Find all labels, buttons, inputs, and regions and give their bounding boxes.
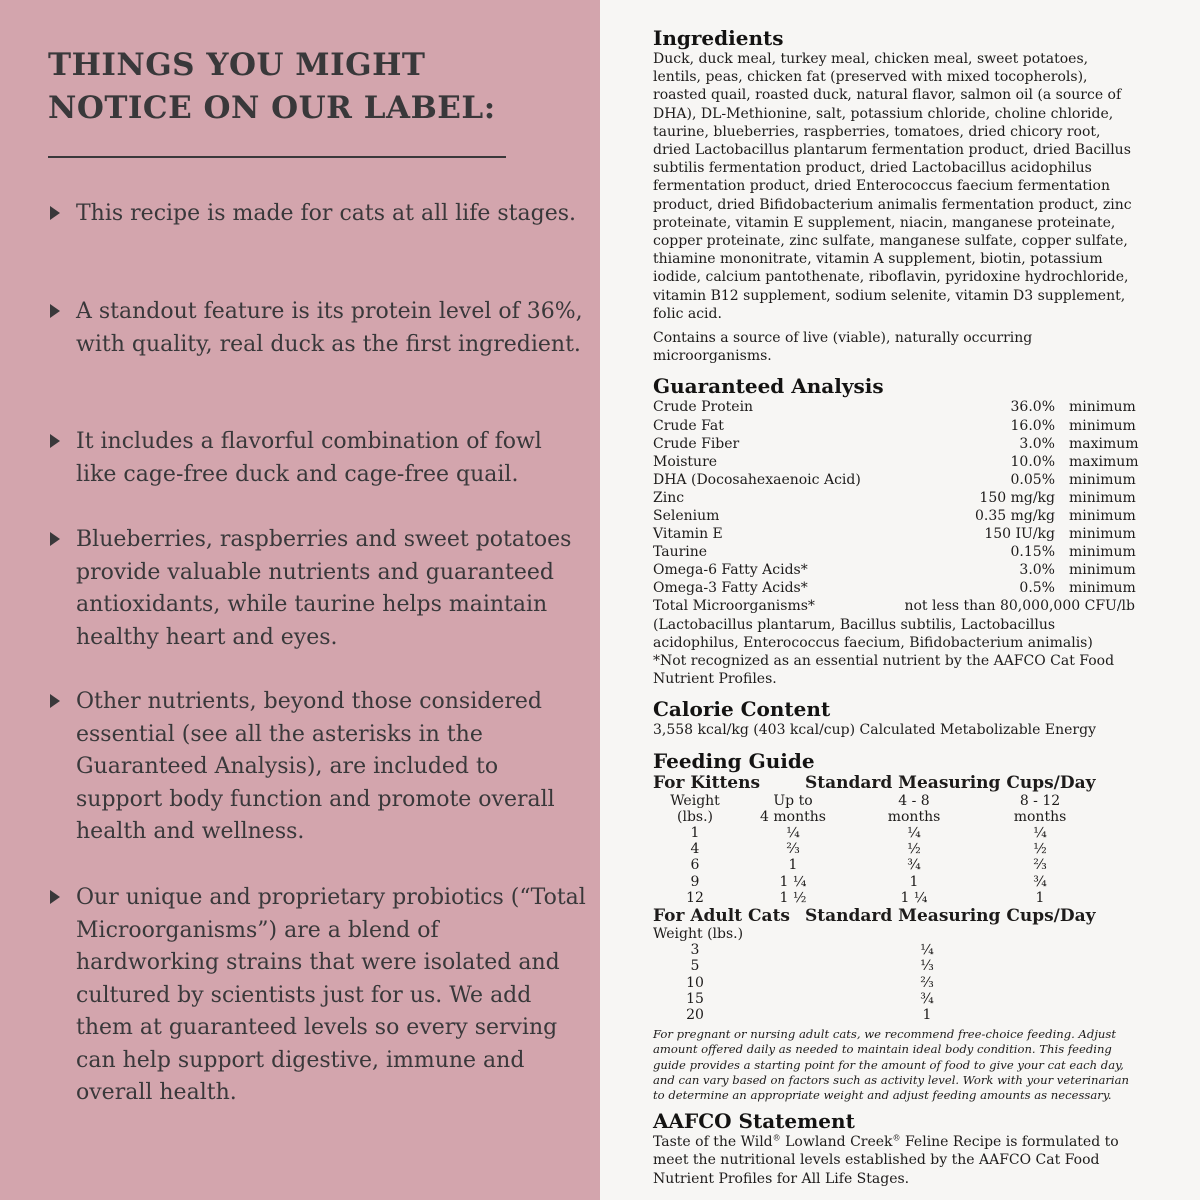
headline-line: NOTICE ON OUR LABEL: <box>48 90 496 126</box>
weight-cell: 15 <box>686 990 704 1007</box>
col-header: Weight <box>670 792 720 809</box>
nutrient-qualifier: minimum <box>1069 471 1136 488</box>
kittens-header <box>653 773 1135 793</box>
col-header: Up to <box>773 792 813 809</box>
feature-bullet <box>48 524 586 654</box>
nutrient-qualifier: minimum <box>1069 580 1136 597</box>
feature-text: This recipe is made for cats at all life stages. <box>76 201 576 226</box>
cups-cell: ⅔ <box>786 841 800 858</box>
feature-text: Other nutrients, beyond those considered essential (see all the asterisks in the Guaranteed Analysis), are included to support body function and promote overall health and wellness. <box>76 689 555 844</box>
triangle-bullet-icon <box>50 434 60 448</box>
cups-cell: 1 ¼ <box>779 873 807 890</box>
feeding-fine-print: For pregnant or nursing adult cats, we recommend free-choice feeding. Adjust amount offered daily as needed to maintain ideal body condition. This feeding guide provides a starting point for the amount of food to give your cat each day, and can vary based on factors such as activity level. Work with your veterinarian to determine an appropriate weight and adjust feeding amounts as necessary. <box>653 1027 1129 1103</box>
feature-text: It includes a flavorful combination of fowl like cage-free duck and cage-free quail. <box>76 429 542 487</box>
panel-headline <box>48 44 568 130</box>
nutrient-value: 0.15% <box>1010 544 1055 561</box>
weight-cell: 12 <box>686 889 704 906</box>
feature-text: Our unique and proprietary probiotics (“Total Microorganisms”) are a blend of hardworking strains that were isolated and cultured by scientists just for us. We add them at guaranteed levels so every serving can help support digestive, immune and overall health. <box>76 885 586 1105</box>
kitten-column-header <box>653 793 1135 809</box>
analysis-row <box>653 453 1139 471</box>
ingredients-text: Duck, duck meal, turkey meal, chicken meal, sweet potatoes, lentils, peas, chicken fat (preserved with mixed tocopherols), roasted quail, roasted duck, natural flavor, salmon oil (a source of DHA), DL-Methionine, salt, potassium chloride, choline chloride, taurine, blueberries, raspberries, tomatoes, dried chicory root, dried Lactobacillus plantarum fermentation product, dried Bacillus subtilis fermentation product, dried Lactobacillus acidophilus fermentation product, dried Enterococcus faecium fermentation product, dried Bifidobacterium animalis fermentation product, zinc proteinate, vitamin E supplement, niacin, manganese proteinate, copper proteinate, zinc sulfate, manganese sulfate, copper sulfate, thiamine mononitrate, vitamin A supplement, biotin, potassium iodide, calcium pantothenate, riboflavin, pyridoxine hydrochloride, vitamin B12 supplement, sodium selenite, vitamin D3 supplement, folic acid. <box>653 51 1132 322</box>
cups-cell: ¾ <box>907 857 921 874</box>
nutrient-name: Taurine <box>653 544 708 561</box>
feature-bullet <box>48 198 586 231</box>
kitten-rows <box>653 825 1135 906</box>
feature-bullet <box>48 882 586 1110</box>
nutrient-value: 16.0% <box>1010 417 1055 434</box>
nutrient-name: Crude Protein <box>653 399 754 416</box>
calorie-text: 3,558 kcal/kg (403 kcal/cup) Calculated Metabolizable Energy <box>653 722 1096 739</box>
cups-cell: ⅔ <box>920 974 934 991</box>
cups-cell: 1 <box>922 1007 932 1024</box>
col-header: (lbs.) <box>677 808 713 825</box>
col-header: months <box>1013 808 1067 825</box>
nutrient-name: DHA (Docosahexaenoic Acid) <box>653 471 861 488</box>
nutrient-name: Zinc <box>653 489 685 506</box>
analysis-heading: Guaranteed Analysis <box>653 374 884 399</box>
adult-row <box>653 1007 1135 1023</box>
cups-cell: ⅔ <box>1033 857 1047 874</box>
col-header: 4 months <box>760 808 826 825</box>
nutrient-value: not less than 80,000,000 CFU/lb <box>904 598 1135 615</box>
nutrient-qualifier: maximum <box>1069 453 1139 470</box>
microorganism-strains: (Lactobacillus plantarum, Bacillus subtilis, Lactobacillus acidophilus, Enterococcus faecium, Bifidobacterium animalis) <box>653 616 1093 651</box>
aafco-text <box>653 1133 1135 1188</box>
kitten-row <box>653 874 1135 890</box>
cups-cell: 1 <box>1035 889 1045 906</box>
nutrient-value: 36.0% <box>1010 399 1055 416</box>
weight-cell: 5 <box>690 958 700 975</box>
cups-cell: ½ <box>1033 841 1047 858</box>
brand-name: Taste of the Wild <box>653 1134 773 1151</box>
kitten-row <box>653 841 1135 857</box>
weight-cell: 4 <box>690 841 700 858</box>
registered-mark: ® <box>772 1133 781 1143</box>
nutrient-name: Moisture <box>653 453 718 470</box>
nutrient-value: 0.5% <box>1019 580 1055 597</box>
cups-cell: ¾ <box>920 990 934 1007</box>
nutrient-value: 150 mg/kg <box>979 489 1055 506</box>
weight-cell: 9 <box>690 873 700 890</box>
cups-cell: 1 ½ <box>779 889 807 906</box>
cups-cell: ¼ <box>920 942 934 959</box>
analysis-row <box>653 579 1135 597</box>
kitten-row <box>653 857 1135 873</box>
weight-cell: 10 <box>686 974 704 991</box>
analysis-row <box>653 597 1135 615</box>
weight-cell: 20 <box>686 1007 704 1024</box>
analysis-row <box>653 398 1135 416</box>
analysis-row <box>653 561 1135 579</box>
analysis-row <box>653 507 1135 525</box>
feature-bullet <box>48 296 586 361</box>
cups-cell: ¼ <box>907 825 921 841</box>
feature-text: A standout feature is its protein level of 36%, with quality, real duck as the first ingredient. <box>76 299 583 357</box>
feeding-heading: Feeding Guide <box>653 748 815 773</box>
nutrient-value: 3.0% <box>1019 562 1055 579</box>
triangle-bullet-icon <box>50 890 60 904</box>
nutrient-qualifier: minimum <box>1069 562 1136 579</box>
product-name: Lowland Creek <box>780 1134 893 1151</box>
analysis-row <box>653 471 1135 489</box>
nutrient-qualifier: minimum <box>1069 544 1136 561</box>
nutrient-name: Crude Fiber <box>653 435 740 452</box>
cups-cell: 1 <box>788 857 798 874</box>
headline-line: THINGS YOU MIGHT <box>48 47 426 83</box>
nutrient-name: Vitamin E <box>653 526 723 543</box>
cups-cell: ¼ <box>786 825 800 841</box>
analysis-row <box>653 435 1139 453</box>
kitten-row <box>653 825 1135 841</box>
adults-label: For Adult Cats <box>653 906 790 927</box>
triangle-bullet-icon <box>50 694 60 708</box>
analysis-row <box>653 543 1135 561</box>
col-header: months <box>887 808 941 825</box>
cups-cell: ¼ <box>1033 825 1047 841</box>
adults-header <box>653 906 1135 926</box>
adult-row <box>653 958 1135 974</box>
cups-label: Standard Measuring Cups/Day <box>805 906 1096 927</box>
feature-text: Blueberries, raspberries and sweet potatoes provide valuable nutrients and guaranteed antioxidants, while taurine helps maintain healthy heart and eyes. <box>76 527 572 650</box>
nutrient-name: Selenium <box>653 508 720 525</box>
microorganisms-note: Contains a source of live (viable), naturally occurring microorganisms. <box>653 330 1033 365</box>
nutrient-qualifier: minimum <box>1069 489 1136 506</box>
nutrient-qualifier: minimum <box>1069 417 1136 434</box>
nutrient-name: Total Microorganisms* <box>653 598 815 615</box>
calorie-heading: Calorie Content <box>653 697 831 722</box>
cups-cell: ⅓ <box>920 958 934 975</box>
nutrient-name: Omega-3 Fatty Acids* <box>653 580 808 597</box>
aafco-heading: AAFCO Statement <box>653 1109 855 1134</box>
triangle-bullet-icon <box>50 206 60 220</box>
triangle-bullet-icon <box>50 304 60 318</box>
nutrient-qualifier: minimum <box>1069 508 1136 525</box>
feature-bullet <box>48 686 586 849</box>
analysis-footnote: *Not recognized as an essential nutrient by the AAFCO Cat Food Nutrient Profiles. <box>653 652 1115 688</box>
nutrient-value: 0.05% <box>1010 471 1055 488</box>
col-header: 8 - 12 <box>1019 792 1061 809</box>
analysis-row <box>653 417 1135 435</box>
nutrition-label <box>600 0 1200 1200</box>
analysis-row <box>653 489 1135 507</box>
nutrient-value: 10.0% <box>1010 453 1055 470</box>
nutrient-name: Crude Fat <box>653 417 724 434</box>
nutrient-value: 150 IU/kg <box>984 526 1055 543</box>
headline-divider <box>48 156 506 158</box>
kitten-row <box>653 890 1135 906</box>
weight-cell: 1 <box>690 825 700 841</box>
nutrient-qualifier: maximum <box>1069 435 1139 452</box>
nutrient-name: Omega-6 Fatty Acids* <box>653 562 808 579</box>
cups-cell: 1 <box>909 873 919 890</box>
kitten-column-header <box>653 809 1135 825</box>
cups-cell: 1 ¼ <box>900 889 928 906</box>
nutrient-qualifier: minimum <box>1069 399 1136 416</box>
analysis-table <box>653 398 1139 597</box>
weight-cell: 6 <box>690 857 700 874</box>
weight-cell: 3 <box>690 942 700 959</box>
cups-cell: ¾ <box>1033 873 1047 890</box>
kittens-label: For Kittens <box>653 772 761 793</box>
feeding-guide <box>653 773 1135 1104</box>
cups-cell: ½ <box>907 841 921 858</box>
nutrient-qualifier: minimum <box>1069 526 1136 543</box>
feature-bullet <box>48 426 586 491</box>
adult-row <box>653 942 1135 958</box>
adult-rows <box>653 942 1135 1023</box>
adult-row <box>653 975 1135 991</box>
adult-weight-label: Weight (lbs.) <box>653 926 744 943</box>
triangle-bullet-icon <box>50 532 60 546</box>
aafco-statement: Feline Recipe is formulated to meet the nutritional levels established by the AAFCO Cat Food Nutrient Profiles for All Life Stages. <box>653 1134 1119 1187</box>
registered-mark: ® <box>892 1133 901 1143</box>
adult-row <box>653 991 1135 1007</box>
ingredients-heading: Ingredients <box>653 26 784 50</box>
col-header: 4 - 8 <box>898 792 930 809</box>
nutrient-value: 3.0% <box>1019 435 1055 452</box>
nutrient-value: 0.35 mg/kg <box>974 508 1055 525</box>
analysis-row <box>653 525 1135 543</box>
cups-label: Standard Measuring Cups/Day <box>805 772 1096 793</box>
